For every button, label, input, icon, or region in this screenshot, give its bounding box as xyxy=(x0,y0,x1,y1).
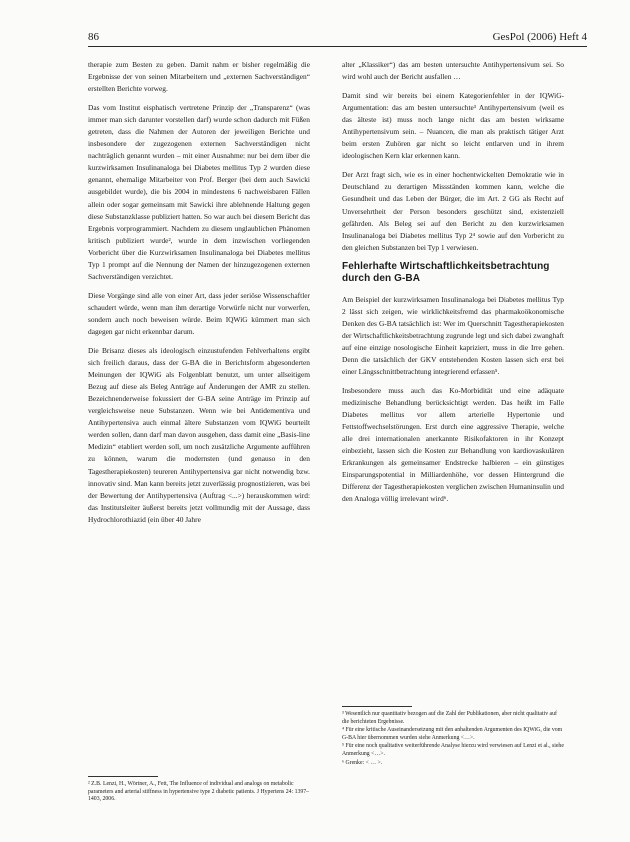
footnote: ³ Wesentlich nur quantitativ bezogen auf die Zahl der Publikationen, aber nicht qualitativ auf die berichteten Ergebnisse. xyxy=(342,711,557,725)
paragraph: Damit sind wir bereits bei einem Kategorienfehler in der IQWiG-Argumentation: das am besten untersuchte³ Antihypertensivum (weil es das älteste ist) muss noch lange nicht das am besten wirksame Antihypertensivum sein. – Nuancen, die man als praktisch tätiger Arzt beim ersten Zuhören gar nicht so leicht entlarven und in ihrem ideologischen Kern klar erkennen kann. xyxy=(342,91,564,161)
section-heading: Fehlerhafte Wirtschaftlichkeitsbetrachtung durch den G-BA xyxy=(342,260,550,284)
paragraph: Das vom Institut eisphatisch vertretene Prinzip der „Transparenz“ (was immer man sich darunter vorstellen darf) wurde schon dadurch mit Füßen getreten, dass die Nahmen der Autoren der jeweiligen Berichte und insbesondere der zugezogenen externen Sachverständigen nicht nachträglich genannt wurden – mit einer Ausnahme: nur bei dem über die kurzwirksamen Insulinanaloga bei Diabetes mellitus Typ 2 wurden diese genannt, ehemalige Mitarbeiter von Prof. Berger (bei dem auch Sawicki ausgebildet wurde), die bis 2004 in mindestens 6 nachweisbaren Fällen allein oder sogar gemeinsam mit Sawicki ihre ablehnende Haltung gegen diese Substanzklasse publiziert hatten. So war auch bei diesem Bericht das Ergebnis vorprogrammiert. Nachdem zu diesem unglaublichen Phänomen kritisch publiziert wurde², wurde in dem inzwischen vorliegenden Vorbericht über die Kurzwirksamen Insulinanaloga bei Diabetes mellitus Typ 1 prompt auf die Nennung der Namen der hinzugezogenen externen Sachverständigen verzichtet. xyxy=(88,103,310,281)
left-footnotes xyxy=(88,770,310,804)
footnote-rule xyxy=(342,706,412,707)
right-column xyxy=(342,59,564,513)
paragraph: Diese Vorgänge sind alle von einer Art, dass jeder seriöse Wissenschaftler schaudert würde, wenn man ihm derartige Vorwürfe nicht nur vorwerfen, sondern auch noch beweisen würde. Beim IQWiG kümmert man sich dagegen gar nicht erkennbar darum. xyxy=(88,290,310,336)
paragraph: Insbesondere muss auch das Ko-Morbidität und eine adäquate medizinische Behandlung berücksichtigt werden. Das heißt im Falle Diabetes mellitus vor allem arterielle Hypertonie und Fettstoffwechselstörungen. Erst durch eine aggressive Therapie, welche alle drei internationalen anerkannte Risikofaktoren in ihr Konzept einbezieht, lassen sich die Kosten zur Behandlung von kardiovaskulären Erkrankungen als gemeinsamer Endstrecke halbieren – ein günstiges Einsparungspotential in Milliardenhöhe, vor dessen Hintergrund die Differenz der Tagestherapiekosten verglichen zwischen Humaninsulin und den Analoga völlig irrelevant wird⁶. xyxy=(342,386,564,504)
paragraph: Die Brisanz dieses als ideologisch einzustufenden Fehlverhaltens ergibt sich freilich daraus, dass der G-BA die in Berichtsform abgesonderten Meinungen der IQWiG als Folgenblatt benutzt, um unter allseitigem Bezug auf diese als Beleg Anträge auf Änderungen der AMR zu stellen. Bezeichnenderweise fokussiert der G-BA seine Anträge im Prinzip auf vergleichsweise neue Substanzen. Wenn wie bei Antidementiva und Antihypertensiva auch einmal ältere Substanzen vom IQWiG beurteilt werden sollen, dann darf man davon ausgehen, dass damit eine „Basis-line Medizin“ etabliert werden soll, um noch zusätzliche Argumente aufführen zu können, warum die modernsten (und genauso in den Tagestherapiekosten) teureren Antihypertensiva gar nicht notwendig bzw. innovativ sind. Man kann bereits jetzt zuverlässig prognostizieren, was bei der Bewertung der Antihypertensiva (Auftrag <...>) herauskommen wird: das Institutsleiter äußerst bereits jetzt vollmundig mit der Aussage, dass Hydrochlorothiazid (ein über 40 Jahre xyxy=(88,346,310,524)
right-footnotes xyxy=(342,700,564,767)
footnote: ⁴ Für eine kritische Auseinandersetzung mit den anhaltenden Argumenten des IQWiG, die vom G-BA hier übernommen wurden siehe Anmerkung <…>. xyxy=(342,727,563,741)
journal-title: GesPol (2006) Heft 4 xyxy=(492,31,587,43)
footnote: ² Z.B. Lenzi, H., Wörtner, A., Fett, The Influence of individual and analogs on metabolic parameters and arterial stiffness in hypertensive type 2 diabetic patients. J Hypertens 24: 1397–1403, 2006. xyxy=(88,781,310,803)
paragraph: therapie zum Besten zu geben. Damit nahm er bisher regelmäßig die Ergebnisse der von seinen Mitarbeitern und „externen Sachverständigen“ erstellten Berichte vorweg. xyxy=(88,60,310,94)
footnote-rule xyxy=(88,776,158,777)
page-number: 86 xyxy=(88,31,99,43)
paragraph: Am Beispiel der kurzwirksamen Insulinanaloga bei Diabetes mellitus Typ 2 lässt sich zeigen, wie wirklichkeitsfremd das pharmakoökonomische Denken des G-BA tatsächlich ist: Wer im Querschnitt Tagestherapiekosten der Wirtschaftlichkeitsbetrachtung zugrunde legt und sich dabei zwanghaft auf eine einzige nosologische Einheit kapriziert, muss in die Irre gehen. Denn die tatsächlich der GKV entstehenden Kosten lassen sich erst bei einer Längsschnittbetrachtung integrierend erfassen⁵. xyxy=(342,294,564,376)
footnote: ⁵ Für eine noch qualitative weiterführende Analyse hierzu wird verwiesen auf Lenzi et al., siehe Anmerkung <…>. xyxy=(342,743,564,757)
paragraph: Der Arzt fragt sich, wie es in einer hochentwickelten Demokratie wie in Deutschland zu derartigen Missständen kommen kann, welche die Gesundheit und das Leben der Bürger, die im Art. 2 GG als Recht auf Unversehrtheit der Person besonders geschützt sind, existenziell gefährden. Als Beleg sei auf den Bericht zu den kurzwirksamen Insulinanaloga bei Diabetes mellitus Typ 2⁴ sowie auf den Vorbericht zu den gleichen Substanzen bei Typ 1 verwiesen. xyxy=(342,170,564,252)
left-column xyxy=(88,59,310,533)
header-rule xyxy=(88,46,587,47)
paragraph: alter „Klassiker“) das am besten untersuchte Antihypertensivum sei. So wird wohl auch der Bericht ausfallen … xyxy=(342,60,564,82)
footnote: ⁶ Grenke: < … >. xyxy=(342,759,383,766)
